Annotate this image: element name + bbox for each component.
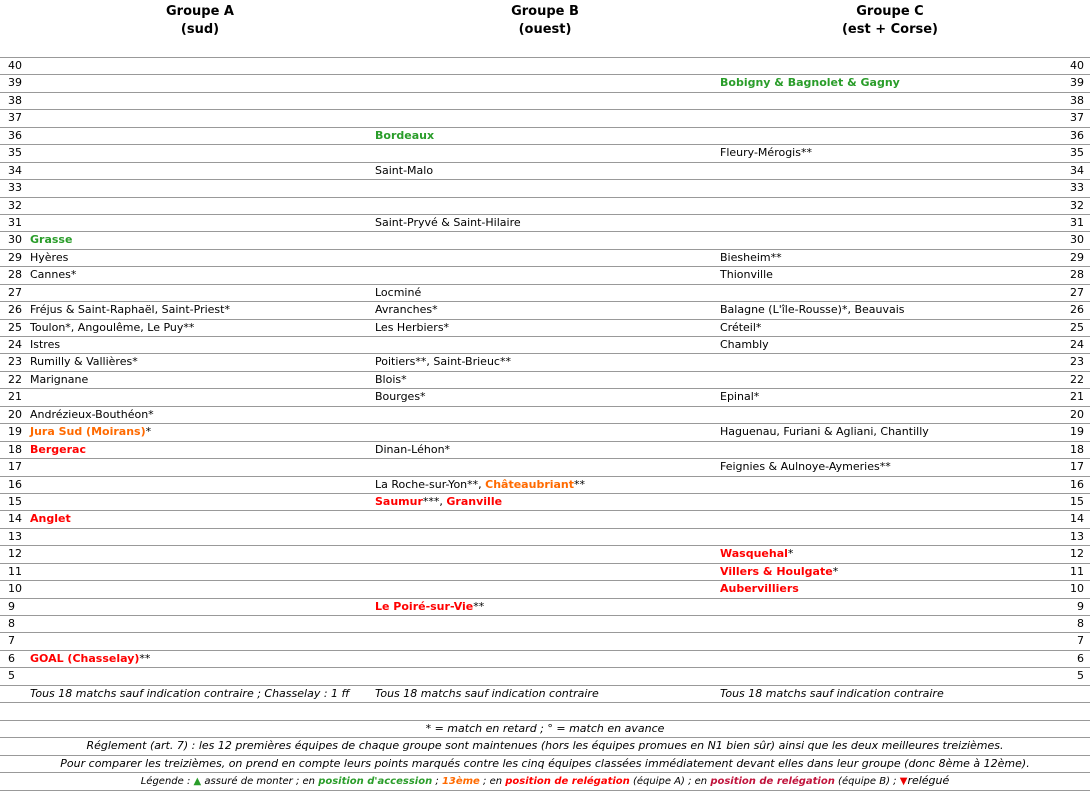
team-text: Cannes*	[30, 268, 77, 282]
group-c-cell	[720, 267, 773, 283]
legend-relegation-b: position de relégation	[710, 776, 835, 788]
group-b-cell	[375, 215, 521, 231]
team-name: Jura Sud (Moirans)	[30, 425, 146, 439]
points-right: 32	[1070, 198, 1084, 212]
table-row	[0, 633, 1090, 650]
points-left: 18	[8, 442, 22, 456]
legend-thirteenth: 13ème	[441, 776, 480, 788]
table-row	[0, 424, 1090, 441]
points-left: 20	[8, 407, 22, 421]
reglement-note: Réglement (art. 7) : les 12 premières équipes de chaque groupe sont maintenues (hors les équipes promues en N1 bien sûr) ainsi que les deux meilleures treizièmes.	[0, 738, 1090, 756]
points-left: 29	[8, 250, 22, 264]
team-name: Bordeaux	[375, 128, 435, 142]
group-subtitle: (sud)	[180, 22, 220, 37]
team-text: Locminé	[375, 285, 422, 299]
group-b-header	[395, 3, 695, 39]
points-left: 25	[8, 320, 22, 334]
team-text: Epinal*	[720, 390, 760, 404]
table-row	[0, 180, 1090, 197]
points-left: 16	[8, 477, 22, 491]
table-row	[0, 232, 1090, 249]
team-name: Aubervilliers	[720, 582, 799, 596]
group-b-cell	[375, 389, 426, 405]
table-row	[0, 58, 1090, 75]
team-text: Toulon*, Angoulême, Le Puy**	[30, 320, 195, 334]
points-left: 11	[8, 564, 22, 578]
team-text: Saint-Malo	[375, 163, 434, 177]
points-right: 25	[1070, 320, 1084, 334]
points-right: 26	[1070, 303, 1084, 317]
team-name: Bergerac	[30, 442, 86, 456]
group-a-cell	[30, 232, 72, 248]
team-text: *	[145, 425, 152, 439]
table-row	[0, 529, 1090, 546]
group-c-cell	[720, 459, 891, 475]
group-title: Groupe A	[166, 4, 234, 19]
standings-table	[0, 57, 1090, 791]
points-left: 31	[8, 215, 22, 229]
points-left: 26	[8, 303, 22, 317]
team-text: Avranches*	[375, 303, 438, 317]
points-left: 19	[8, 425, 22, 439]
points-right: 11	[1070, 564, 1084, 578]
points-left: 24	[8, 338, 22, 351]
team-text: Blois*	[375, 372, 407, 386]
group-subtitle: (ouest)	[518, 22, 572, 37]
team-text: Balagne (L'île-Rousse)*, Beauvais	[720, 303, 905, 317]
team-text: *	[832, 564, 839, 578]
table-row	[0, 651, 1090, 668]
team-name: Villers & Houlgate	[720, 564, 833, 578]
table-row	[0, 128, 1090, 145]
table-row	[0, 302, 1090, 319]
group-a-cell	[30, 424, 151, 440]
group-c-cell	[720, 546, 793, 562]
team-text: Haguenau, Furiani & Agliani, Chantilly	[720, 425, 929, 439]
points-left: 36	[8, 128, 22, 142]
group-b-cell	[375, 302, 438, 318]
points-right: 17	[1070, 460, 1084, 474]
points-right: 34	[1070, 163, 1084, 177]
group-c-cell	[720, 389, 759, 405]
group-b-cell	[375, 372, 407, 388]
table-row	[0, 75, 1090, 92]
table-row	[0, 93, 1090, 110]
group-title: Groupe B	[511, 4, 579, 19]
table-row	[0, 616, 1090, 633]
table-row	[0, 599, 1090, 616]
legend-accession: position d'accession	[318, 776, 433, 788]
points-right: 21	[1070, 390, 1084, 404]
table-row	[0, 581, 1090, 598]
points-right: 35	[1070, 146, 1084, 160]
team-text: Bourges*	[375, 390, 426, 404]
triangle-up-icon: ▲	[193, 776, 202, 788]
points-left: 12	[8, 547, 22, 561]
table-row	[0, 163, 1090, 180]
team-text: ***,	[422, 494, 447, 508]
points-right: 40	[1070, 59, 1084, 72]
points-left: 13	[8, 529, 22, 543]
points-right: 29	[1070, 250, 1084, 264]
points-right: 27	[1070, 285, 1084, 299]
table-row	[0, 372, 1090, 389]
legend-text: assuré de monter ; en	[201, 776, 319, 788]
team-text: *	[787, 547, 794, 561]
legend-text: ; en	[479, 776, 506, 788]
team-text: Thionville	[720, 268, 773, 282]
group-c-cell	[720, 75, 900, 91]
table-row	[0, 215, 1090, 232]
group-b-cell	[375, 599, 484, 615]
points-right: 13	[1070, 529, 1084, 543]
group-b-cell	[375, 354, 511, 370]
team-name: Saumur	[375, 494, 423, 508]
team-name: Granville	[446, 494, 503, 508]
points-left: 7	[8, 634, 15, 648]
team-name: Châteaubriant	[485, 477, 575, 491]
group-c-cell	[720, 302, 905, 318]
points-right: 10	[1070, 582, 1084, 596]
points-right: 16	[1070, 477, 1084, 491]
table-row	[0, 250, 1090, 267]
team-name: GOAL (Chasselay)	[30, 651, 140, 665]
points-left: 30	[8, 233, 22, 247]
points-left: 22	[8, 372, 22, 386]
points-right: 23	[1070, 355, 1084, 369]
group-a-cell	[30, 320, 194, 336]
group-a-cell	[30, 511, 71, 527]
points-left: 17	[8, 460, 22, 474]
team-text: La Roche-sur-Yon**,	[375, 477, 486, 491]
group-b-cell	[375, 477, 585, 493]
comparer-note: Pour comparer les treizièmes, on prend en compte leurs points marqués contre les cinq équipes classées immédiatement devant elles dans leur groupe (donc 8ème à 12ème).	[0, 756, 1090, 774]
points-right: 6	[1077, 651, 1084, 665]
points-right: 18	[1070, 442, 1084, 456]
points-right: 33	[1070, 181, 1084, 195]
team-text: Andrézieux-Bouthéon*	[30, 407, 154, 421]
points-right: 37	[1070, 111, 1084, 125]
team-text: Dinan-Léhon*	[375, 442, 451, 456]
group-a-cell	[30, 337, 60, 353]
group-title: Groupe C	[856, 4, 924, 19]
group-b-cell	[375, 128, 434, 144]
table-row	[0, 407, 1090, 424]
legend-text: ;	[432, 776, 442, 788]
group-a-cell	[30, 407, 154, 423]
points-right: 12	[1070, 547, 1084, 561]
team-text: Poitiers**, Saint-Brieuc**	[375, 355, 511, 369]
points-left: 28	[8, 268, 22, 282]
group-a-cell	[30, 372, 88, 388]
points-right: 39	[1070, 76, 1084, 90]
points-right: 24	[1070, 338, 1084, 351]
note-a: Tous 18 matchs sauf indication contraire ; Chasselay : 1 ff	[30, 686, 350, 700]
group-c-cell	[720, 564, 838, 580]
group-a-header	[50, 3, 350, 39]
points-right: 38	[1070, 93, 1084, 107]
team-text: **	[139, 651, 151, 665]
table-row	[0, 477, 1090, 494]
team-text: Feignies & Aulnoye-Aymeries**	[720, 460, 891, 474]
group-c-cell	[720, 250, 782, 266]
group-b-cell	[375, 163, 433, 179]
table-row	[0, 320, 1090, 337]
legend-prefix: Légende :	[140, 776, 194, 788]
team-text: **	[574, 477, 586, 491]
points-right: 36	[1070, 128, 1084, 142]
points-left: 33	[8, 181, 22, 195]
note-b: Tous 18 matchs sauf indication contraire	[375, 686, 599, 700]
group-b-cell	[375, 442, 450, 458]
table-row	[0, 145, 1090, 162]
notes-row	[0, 686, 1090, 704]
table-row	[0, 389, 1090, 406]
team-name: Anglet	[30, 512, 71, 526]
group-c-cell	[720, 424, 929, 440]
group-a-cell	[30, 302, 230, 318]
team-text: Chambly	[720, 338, 769, 351]
group-c-cell	[720, 320, 761, 336]
table-row	[0, 511, 1090, 528]
table-row	[0, 494, 1090, 511]
team-text: Istres	[30, 338, 61, 351]
group-b-cell	[375, 320, 449, 336]
points-right: 8	[1077, 617, 1084, 630]
points-left: 39	[8, 76, 22, 90]
team-text: Les Herbiers*	[375, 320, 450, 334]
points-right: 15	[1070, 494, 1084, 508]
points-left: 15	[8, 494, 22, 508]
table-row	[0, 267, 1090, 284]
points-right: 20	[1070, 407, 1084, 421]
group-a-cell	[30, 651, 150, 667]
points-left: 27	[8, 285, 22, 299]
team-text: Fleury-Mérogis**	[720, 146, 812, 160]
triangle-down-icon: ▼	[899, 776, 908, 788]
points-right: 7	[1077, 634, 1084, 648]
legend-text: (équipe B) ;	[834, 776, 900, 788]
team-text: Rumilly & Vallières*	[30, 355, 138, 369]
group-c-cell	[720, 145, 812, 161]
points-left: 34	[8, 163, 22, 177]
team-text: Fréjus & Saint-Raphaël, Saint-Priest*	[30, 303, 230, 317]
team-text: Hyères	[30, 250, 69, 264]
group-b-cell	[375, 494, 502, 510]
points-left: 35	[8, 146, 22, 160]
table-row	[0, 198, 1090, 215]
table-row	[0, 285, 1090, 302]
points-left: 38	[8, 93, 22, 107]
points-left: 37	[8, 111, 22, 125]
points-right: 19	[1070, 425, 1084, 439]
spacer-row	[0, 703, 1090, 721]
points-right: 28	[1070, 268, 1084, 282]
table-row	[0, 354, 1090, 371]
team-text: Saint-Pryvé & Saint-Hilaire	[375, 215, 521, 229]
group-a-cell	[30, 442, 86, 458]
points-right: 14	[1070, 512, 1084, 526]
table-row	[0, 110, 1090, 127]
points-left: 32	[8, 198, 22, 212]
points-left: 23	[8, 355, 22, 369]
team-text: Biesheim**	[720, 250, 782, 264]
team-name: Wasquehal	[720, 547, 788, 561]
group-c-cell	[720, 581, 799, 597]
table-row	[0, 668, 1090, 685]
group-b-cell	[375, 285, 421, 301]
group-c-header	[740, 3, 1040, 39]
table-row	[0, 546, 1090, 563]
team-text: **	[473, 599, 485, 613]
points-left: 6	[8, 651, 15, 665]
points-left: 14	[8, 512, 22, 526]
points-left: 21	[8, 390, 22, 404]
asterisk-note: * = match en retard ; ° = match en avance	[0, 721, 1090, 739]
group-subtitle: (est + Corse)	[841, 22, 939, 37]
team-text: Créteil*	[720, 320, 762, 334]
group-a-cell	[30, 267, 76, 283]
points-right: 9	[1077, 599, 1084, 613]
legend	[0, 773, 1090, 791]
group-c-cell	[720, 337, 769, 353]
note-c: Tous 18 matchs sauf indication contraire	[720, 686, 944, 700]
points-right: 31	[1070, 215, 1084, 229]
points-left: 9	[8, 599, 15, 613]
team-text: Marignane	[30, 372, 89, 386]
points-left: 5	[8, 669, 15, 683]
group-a-cell	[30, 250, 68, 266]
points-right: 30	[1070, 233, 1084, 247]
points-left: 40	[8, 59, 22, 72]
points-left: 8	[8, 617, 15, 630]
team-name: Grasse	[30, 233, 73, 247]
team-name: Le Poiré-sur-Vie	[375, 599, 474, 613]
legend-relegue: relégué	[907, 774, 950, 788]
table-row	[0, 459, 1090, 476]
group-a-cell	[30, 354, 138, 370]
team-name: Bobigny & Bagnolet & Gagny	[720, 76, 900, 90]
table-row	[0, 442, 1090, 459]
points-left: 10	[8, 582, 22, 596]
points-right: 22	[1070, 372, 1084, 386]
table-row	[0, 337, 1090, 354]
legend-text: (équipe A) ; en	[629, 776, 711, 788]
legend-relegation-a: position de relégation	[505, 776, 630, 788]
table-row	[0, 564, 1090, 581]
points-right: 5	[1077, 669, 1084, 683]
